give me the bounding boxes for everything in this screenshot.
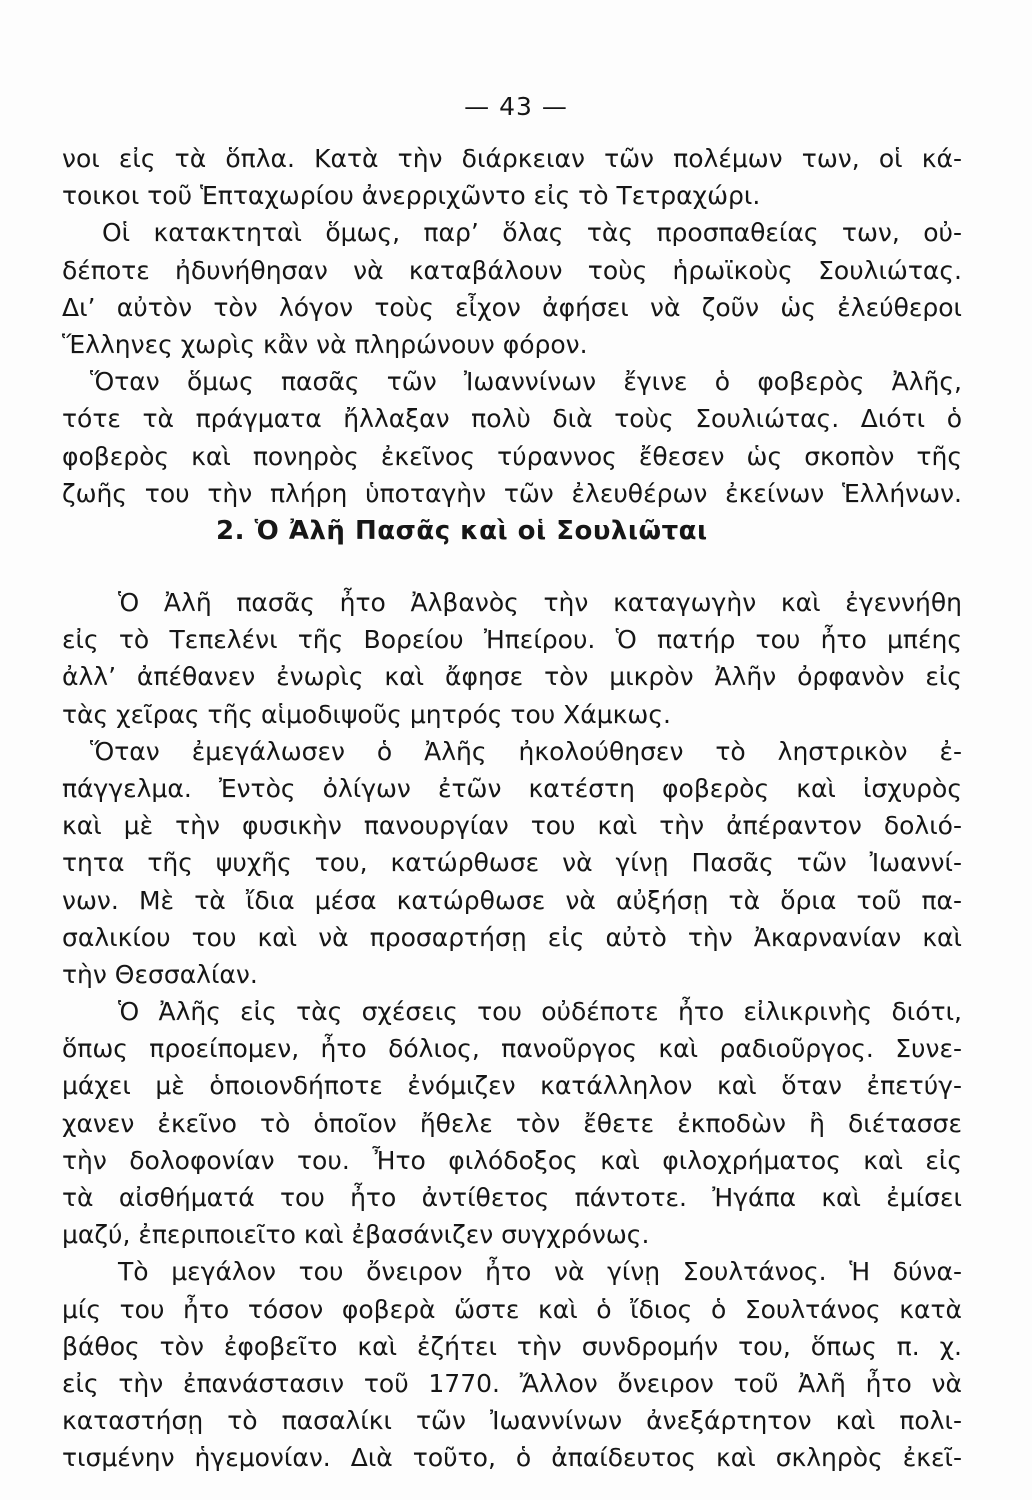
- text-line: τὰς χεῖρας τῆς αἱμοδιψοῦς μητρός του Χάμκως.: [62, 699, 671, 729]
- page-number: — 43 —: [464, 92, 568, 121]
- text-line: νοι εἰς τὰ ὅπλα. Κατὰ τὴν διάρκειαν τῶν πολέμων των, οἱ κά-: [62, 144, 962, 173]
- text-line: Τὸ μεγάλον του ὄνειρον ἦτο νὰ γίνῃ Σουλτάνος. Ἡ δύνα-: [118, 1257, 962, 1287]
- text-line: τισμένην ἡγεμονίαν. Διὰ τοῦτο, ὁ ἀπαίδευτος καὶ σκληρὸς ἐκεῖ-: [62, 1443, 962, 1473]
- text-line: μαζύ, ἐπεριποιεῖτο καὶ ἐβασάνιζεν συγχρόνως.: [62, 1220, 650, 1250]
- text-line: νων. Μὲ τὰ ἴδια μέσα κατώρθωσε νὰ αὐξήσῃ τὰ ὅρια τοῦ πα-: [62, 885, 962, 915]
- text-line: καὶ μὲ τὴν φυσικὴν πανουργίαν του καὶ τὴν ἀπέραντον δολιό-: [62, 811, 962, 841]
- text-line: εἰς τὸ Τεπελένι τῆς Βορείου Ἠπείρου. Ὁ πατήρ του ἦτο μπέης: [62, 625, 962, 655]
- text-line: πάγγελμα. Ἐντὸς ὀλίγων ἐτῶν κατέστη φοβερὸς καὶ ἰσχυρὸς: [62, 773, 962, 803]
- text-line: μάχει μὲ ὁποιονδήποτε ἐνόμιζεν κατάλληλον καὶ ὅταν ἐπετύγ-: [62, 1071, 962, 1101]
- text-line: μίς του ἦτο τόσον φοβερὰ ὥστε καὶ ὁ ἴδιος ὁ Σουλτάνος κατὰ: [62, 1294, 962, 1324]
- text-line: Ὅταν ὅμως πασᾶς τῶν Ἰωαννίνων ἔγινε ὁ φοβερὸς Ἀλῆς,: [90, 367, 962, 397]
- text-line: τὰ αἰσθήματά του ἦτο ἀντίθετος πάντοτε. Ἠγάπα καὶ ἐμίσει: [62, 1183, 962, 1212]
- text-line: Δι’ αὐτὸν τὸν λόγον τοὺς εἶχον ἀφήσει νὰ ζοῦν ὡς ἐλεύθεροι: [62, 292, 962, 322]
- text-line: φοβερὸς καὶ πονηρὸς ἐκεῖνος τύραννος ἔθεσεν ὡς σκοπὸν τῆς: [62, 441, 962, 471]
- text-line: Ὁ Ἀλῆς εἰς τὰς σχέσεις του οὐδέποτε ἦτο εἰλικρινὴς διότι,: [118, 997, 962, 1027]
- text-line: ἀλλ’ ἀπέθανεν ἐνωρὶς καὶ ἄφησε τὸν μικρὸν Ἀλῆν ὀρφανὸν εἰς: [62, 662, 962, 692]
- text-line: δέποτε ἠδυνήθησαν νὰ καταβάλουν τοὺς ἡρωϊκοὺς Σουλιώτας.: [62, 255, 962, 285]
- text-line: τὴν Θεσσαλίαν.: [62, 959, 258, 989]
- text-line: ὅπως προείπομεν, ἦτο δόλιος, πανοῦργος καὶ ραδιοῦργος. Συνε-: [62, 1034, 962, 1064]
- text-line: Ὅταν ἐμεγάλωσεν ὁ Ἀλῆς ἠκολούθησεν τὸ ληστρικὸν ἐ-: [90, 736, 962, 766]
- text-line: χανεν ἐκεῖνο τὸ ὁποῖον ἤθελε τὸν ἔθετε ἐκποδὼν ἢ διέτασσε: [62, 1108, 962, 1138]
- text-line: σαλικίου του καὶ νὰ προσαρτήσῃ εἰς αὐτὸ τὴν Ἀκαρνανίαν καὶ: [62, 922, 962, 952]
- text-line: τότε τὰ πράγματα ἤλλαξαν πολὺ διὰ τοὺς Σουλιώτας. Διότι ὁ: [62, 404, 962, 434]
- paragraph-block-intro: [62, 140, 962, 512]
- text-line: τοικοι τοῦ Ἑπταχωρίου ἀνερριχῶντο εἰς τὸ Τετραχώρι.: [62, 181, 761, 211]
- text-line: εἰς τὴν ἐπανάστασιν τοῦ 1770. Ἄλλον ὄνειρον τοῦ Ἀλῆ ἦτο νὰ: [62, 1368, 962, 1398]
- text-line: Οἱ κατακτηταὶ ὅμως, παρ’ ὅλας τὰς προσπαθείας των, οὐ-: [102, 218, 962, 248]
- text-line: καταστήσῃ τὸ πασαλίκι τῶν Ἰωαννίνων ἀνεξάρτητον καὶ πολι-: [62, 1406, 962, 1436]
- paragraph-block-main: [62, 584, 962, 1477]
- text-line: βάθος τὸν ἐφοβεῖτο καὶ ἐζήτει τὴν συνδρομήν του, ὅπως π. χ.: [62, 1331, 962, 1361]
- text-line: τητα τῆς ψυχῆς του, κατώρθωσε νὰ γίνῃ Πασᾶς τῶν Ἰωαννί-: [62, 848, 962, 878]
- section-heading: 2. Ὁ Ἀλῆ Πασᾶς καὶ οἱ Σουλιῶται: [216, 516, 708, 546]
- text-line: ζωῆς του τὴν πλήρη ὑποταγὴν τῶν ἐλευθέρων ἐκείνων Ἑλλήνων.: [62, 478, 962, 508]
- text-line: τὴν δολοφονίαν του. Ἦτο φιλόδοξος καὶ φιλοχρήματος καὶ εἰς: [62, 1145, 962, 1175]
- text-line: Ἕλληνες χωρὶς κἂν νὰ πληρώνουν φόρον.: [62, 329, 588, 359]
- text-line: Ὁ Ἀλῆ πασᾶς ἦτο Ἀλβανὸς τὴν καταγωγὴν καὶ ἐγεννήθη: [118, 588, 962, 617]
